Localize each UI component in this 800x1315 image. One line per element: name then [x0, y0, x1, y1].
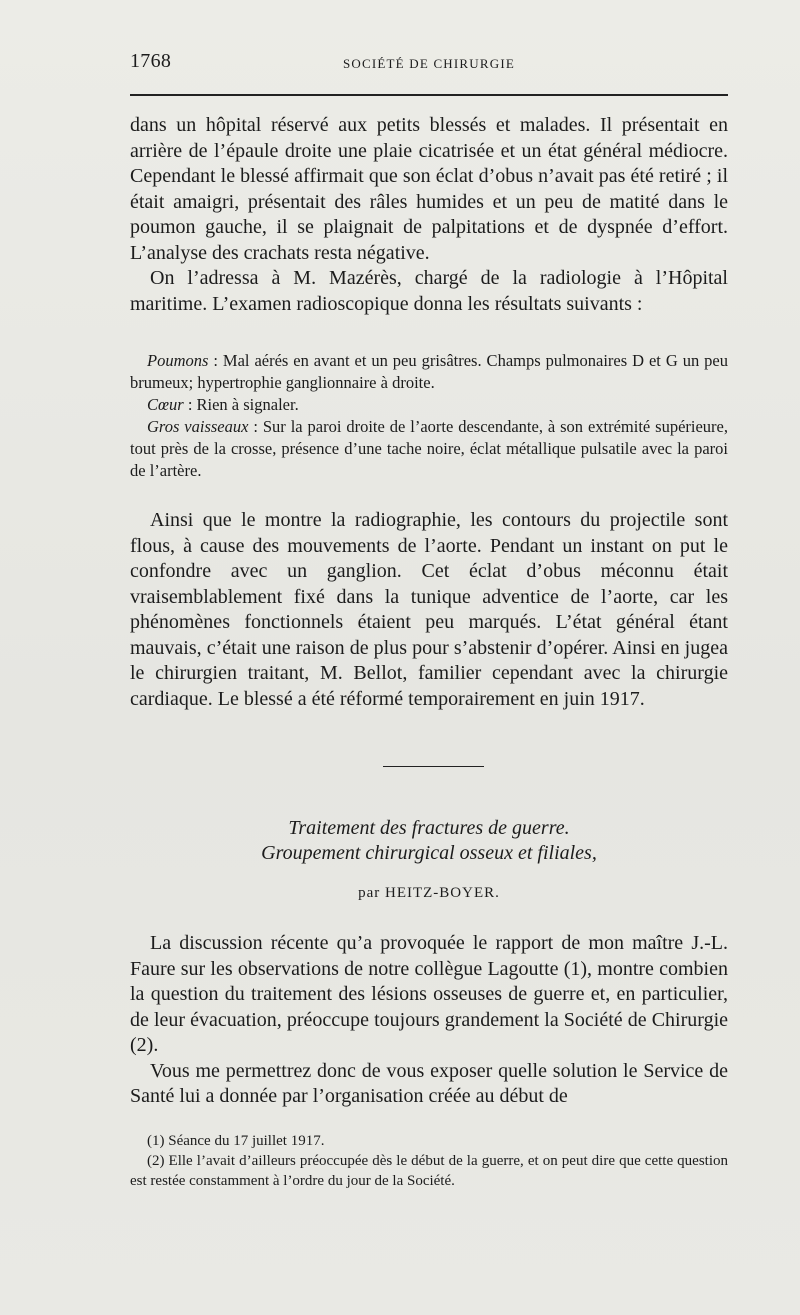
result-vaisseaux: [130, 416, 728, 482]
section-divider: [383, 766, 484, 767]
article-title-line-2: Groupement chirurgical osseux et filiales,: [261, 842, 597, 864]
page-header: [130, 50, 728, 76]
result-poumons: [130, 350, 728, 394]
case-report-intro: [130, 113, 728, 317]
footnote-1: (1) Séance du 17 juillet 1917.: [147, 1133, 325, 1149]
body-paragraph-1: dans un hôpital réservé aux petits blessés et malades. Il présentait en arrière de l’épaule droite une plaie cicatrisée et un état général médiocre. Cependant le blessé affirmait que son éclat d’obus n’avait pas été retiré ; il était amaigri, présentait des râles humides et un peu de matité dans le poumon gauche, il se plaignait de palpitations et de dyspnée d’effort. L’analyse des crachats resta négative.: [130, 114, 728, 264]
result-poumons-label: Poumons: [147, 351, 209, 370]
result-coeur-label: Cœur: [147, 395, 184, 414]
footnotes: [130, 1131, 728, 1191]
article-paragraph-2: Vous me permettrez donc de vous exposer quelle solution le Service de Santé lui a donnée par l’organisation créée au début de: [130, 1059, 728, 1107]
exam-results: [130, 350, 728, 482]
result-poumons-text: : Mal aérés en avant et un peu grisâtres. Champs pulmonaires D et G un peu brumeux; hypertrophie ganglionnaire à droite.: [130, 351, 728, 392]
footnote-2: (2) Elle l’avait d’ailleurs préoccupée dès le début de la guerre, et on peut dire que cette question est restée constamment à l’ordre du jour de la Société.: [130, 1153, 728, 1189]
article-body: [130, 931, 728, 1110]
running-title: SOCIÉTÉ DE CHIRURGIE: [342, 56, 516, 71]
article-paragraph-1: La discussion récente qu’a provoquée le rapport de mon maître J.-L. Faure sur les observations de notre collègue Lagoutte (1), montre combien la question du traitement des lésions osseuses de guerre et, en particulier, de leur évacuation, préoccupe toujours grandement la Société de Chirurgie (2).: [130, 932, 728, 1056]
result-coeur-text: : Rien à signaler.: [183, 395, 299, 414]
body-paragraph-2: On l’adressa à M. Mazérès, chargé de la radiologie à l’Hôpital maritime. L’examen radioscopique donna les résultats suivants :: [130, 267, 728, 315]
result-coeur: [130, 394, 728, 416]
body-paragraph-3: Ainsi que le montre la radiographie, les contours du projectile sont flous, à cause des mouvements de l’aorte. Pendant un instant on put le confondre avec un ganglion. Cet éclat d’obus méconnu était vraisemblablement fixé dans la tunique adventice de l’aorte, car les phénomènes fonctionnels étaient peu marqués. L’état général étant mauvais, c’était une raison de plus pour s’abstenir d’opérer. Ainsi en jugea le chirurgien traitant, M. Bellot, familier cependant avec la chirurgie cardiaque. Le blessé a été réformé temporairement en juin 1917.: [130, 509, 728, 710]
result-vaisseaux-label: Gros vaisseaux: [147, 417, 249, 436]
case-report-conclusion: [130, 508, 728, 712]
result-vaisseaux-text: : Sur la paroi droite de l’aorte descendante, à son extrémité supérieure, tout près de la crosse, présence d’une tache noire, éclat métallique pulsatile avec la paroi de l’artère.: [130, 417, 728, 480]
header-rule: [130, 94, 728, 96]
article-byline: par HEITZ-BOYER.: [358, 885, 500, 901]
article-title-line-1: Traitement des fractures de guerre.: [288, 817, 570, 839]
page-number: 1768: [130, 50, 172, 72]
